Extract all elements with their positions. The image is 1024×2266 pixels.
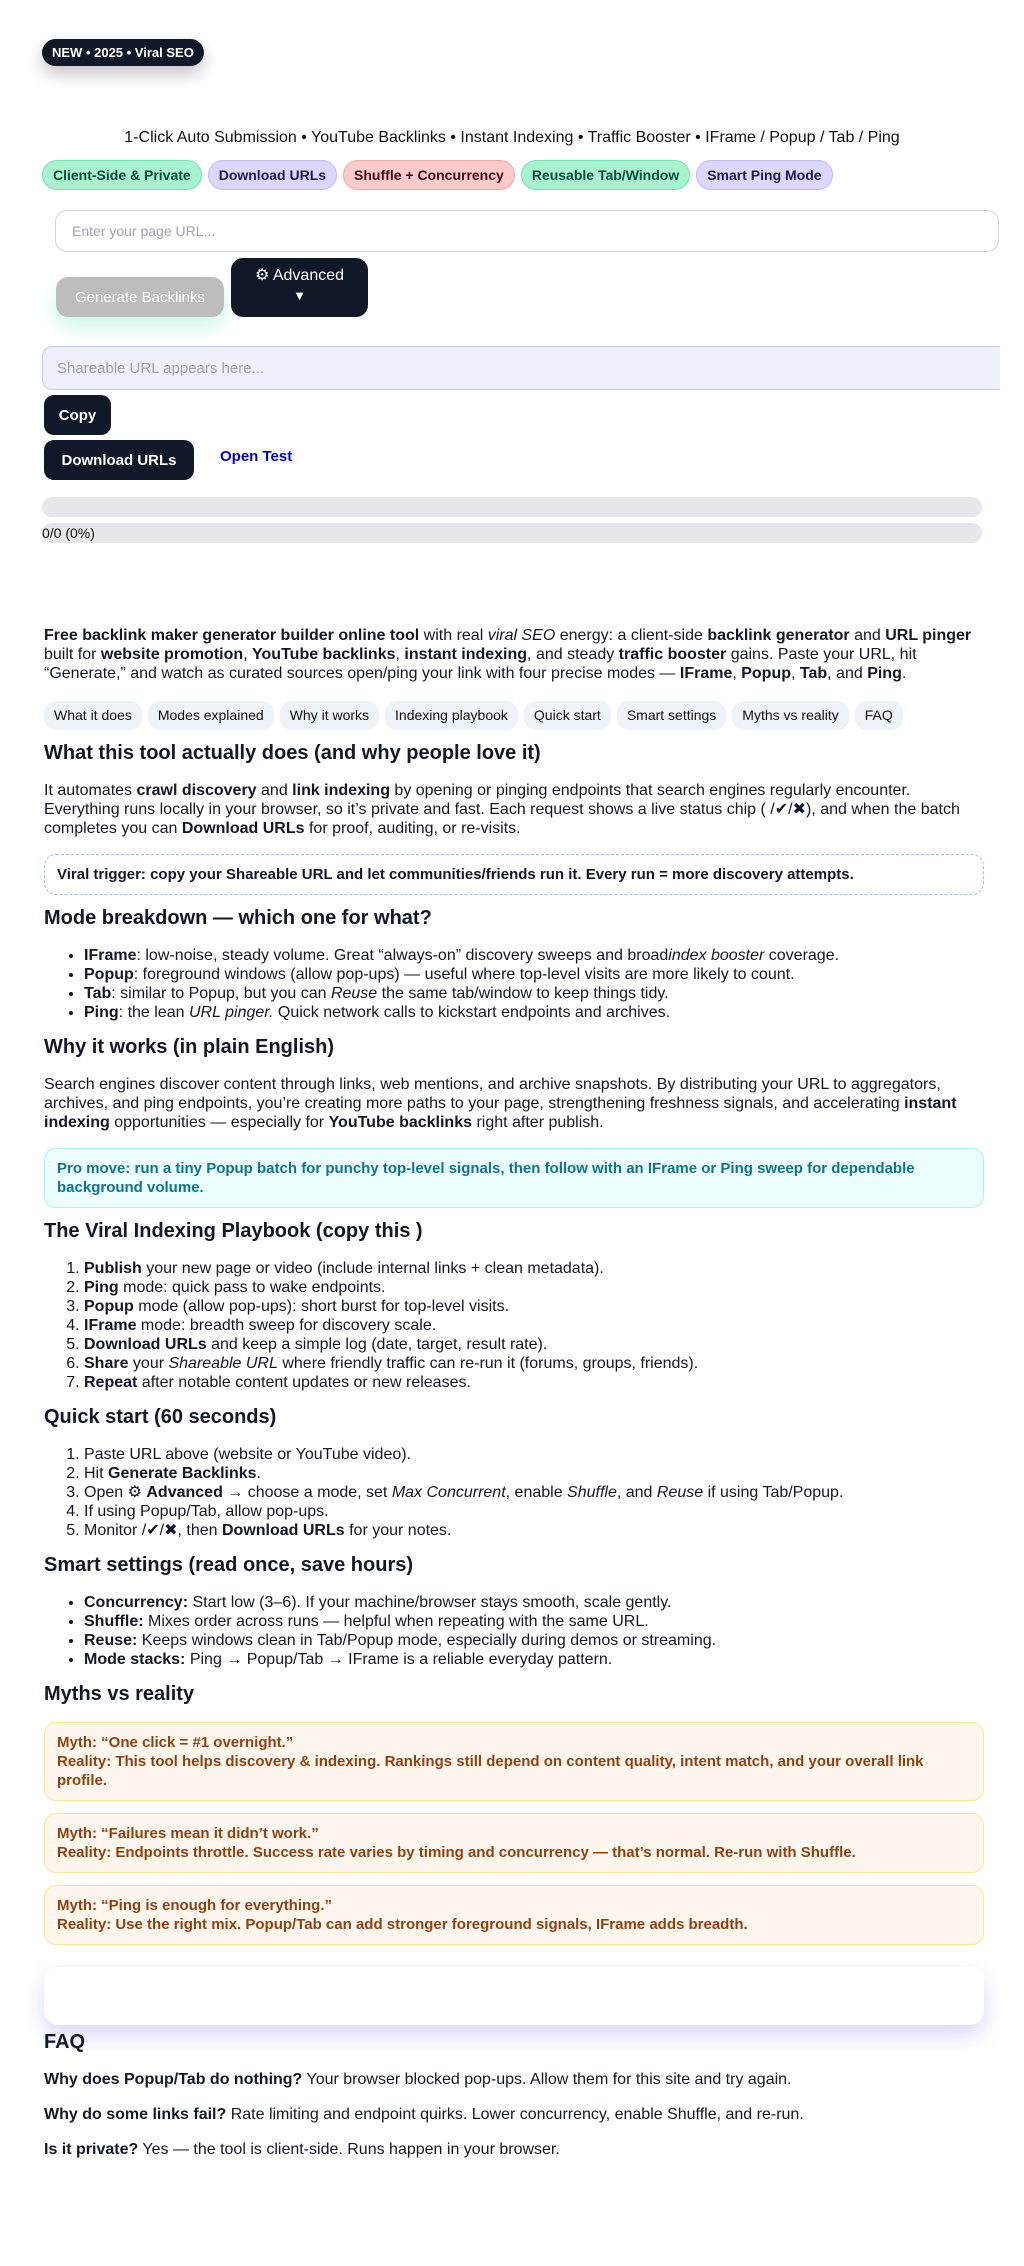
feature-pills: [42, 160, 833, 190]
text: Open ⚙: [84, 1484, 147, 1501]
myth-card: [44, 1722, 984, 1801]
nav-chip-why[interactable]: Why it works: [280, 701, 379, 730]
quick-start-heading: Quick start (60 seconds): [44, 1406, 277, 1428]
tagline: 1-Click Auto Submission • YouTube Backlinks • Instant Indexing • Traffic Booster • IFrame / Popup / Tab / Ping: [124, 129, 900, 146]
generate-backlinks-button[interactable]: Generate Backlinks: [56, 277, 224, 317]
copy-button[interactable]: Copy: [44, 395, 111, 435]
bold: Download URLs: [181, 820, 305, 837]
bold: Advanced: [146, 1484, 223, 1501]
mode-item: [84, 984, 984, 1003]
pro-move-callout: Pro move: run a tiny Popup batch for punchy top-level signals, then follow with an IFrame or Ping sweep for dependable background volume.: [44, 1148, 984, 1208]
modes-list: [44, 946, 984, 1022]
playbook-item: [84, 1259, 984, 1278]
why-heading: Why it works (in plain English): [44, 1036, 335, 1058]
text: and keep a simple log (date, target, result rate).: [206, 1336, 548, 1353]
faq-question: Why do some links fail?: [44, 2106, 227, 2123]
nav-chip-myths[interactable]: Myths vs reality: [732, 701, 848, 730]
mode-item: [84, 965, 984, 984]
intro-bold: YouTube backlinks: [252, 646, 396, 663]
bold: Reuse:: [84, 1632, 138, 1649]
faq-heading: FAQ: [44, 2031, 86, 2053]
nav-chip-faq[interactable]: FAQ: [855, 701, 903, 730]
text: Monitor /✔/✖, then: [84, 1522, 222, 1539]
text: after notable content updates or new releases.: [137, 1374, 471, 1391]
intro-bold: backlink generator: [707, 627, 850, 644]
text: mode: quick pass to wake endpoints.: [118, 1279, 386, 1296]
setting-item: [84, 1593, 984, 1612]
text: It automates: [44, 782, 137, 799]
playbook-item: [84, 1373, 984, 1392]
new-badge: NEW • 2025 • Viral SEO: [42, 39, 204, 66]
faq-answer: Rate limiting and endpoint quirks. Lower concurrency, enable Shuffle, and re-run.: [226, 2106, 804, 2123]
mode-item: [84, 946, 984, 965]
open-test-link[interactable]: Open Test: [220, 448, 293, 465]
settings-heading: Smart settings (read once, save hours): [44, 1554, 414, 1576]
text: Ping → Popup/Tab → IFrame is a reliable everyday pattern.: [185, 1651, 613, 1668]
playbook-item: [84, 1316, 984, 1335]
what-paragraph: [44, 781, 984, 838]
playbook-item: [84, 1335, 984, 1354]
bold: Concurrency:: [84, 1594, 189, 1611]
playbook-heading: The Viral Indexing Playbook (copy this ): [44, 1220, 423, 1242]
intro-text: and: [849, 627, 886, 644]
intro-text: ,: [791, 665, 800, 682]
quick-item: 4. If using Popup/Tab, allow pop-ups.: [84, 1502, 984, 1521]
nav-chip-modes[interactable]: Modes explained: [148, 701, 274, 730]
myth-text: Myth: “One click = #1 overnight.”: [57, 1734, 294, 1751]
nav-chip-playbook[interactable]: Indexing playbook: [385, 701, 518, 730]
text: by opening or pinging endpoints that search engines regularly encounter. Everything runs locally in your browser, so it’s private and fast. Each request shows a live status chip ( /✔/✖), and when the batch completes you can: [44, 782, 960, 837]
quick-item: [84, 1483, 984, 1502]
bold: Download URLs: [221, 1522, 345, 1539]
quick-item: [84, 1521, 984, 1540]
intro-bold: Free backlink maker generator builder online tool: [44, 627, 420, 644]
download-urls-button[interactable]: Download URLs: [44, 440, 194, 480]
what-heading: What this tool actually does (and why people love it): [44, 742, 541, 764]
text: .: [256, 1465, 261, 1482]
bold: Share: [84, 1355, 129, 1372]
playbook-item: [84, 1297, 984, 1316]
intro-text: .: [901, 665, 907, 682]
text: , enable: [505, 1484, 568, 1501]
text: → choose a mode, set: [222, 1484, 392, 1501]
italic: Shuffle: [567, 1484, 617, 1501]
text: : the lean: [118, 1004, 189, 1021]
italic: Reuse: [656, 1484, 704, 1501]
text: : low-noise, steady volume. Great “always-on” discovery sweeps and broad: [136, 947, 669, 964]
reality-text: Reality: Use the right mix. Popup/Tab can add stronger foreground signals, IFrame adds breadth.: [57, 1916, 748, 1933]
progress-bar-secondary: [42, 523, 982, 543]
intro-text: ,: [243, 646, 253, 663]
italic: Reuse: [330, 985, 378, 1002]
why-paragraph: [44, 1075, 984, 1132]
bold: Popup: [84, 1298, 134, 1315]
text: : foreground windows (allow pop-ups) — useful where top-level visits are more likely to count.: [133, 966, 795, 983]
italic: index booster: [668, 947, 765, 964]
pill-client-side: Client-Side & Private: [42, 160, 202, 190]
intro-text: gains. Paste your URL, hit “Generate,” and watch as curated sources open/ping your link with four precise modes —: [44, 646, 917, 682]
faq-item: [44, 2105, 984, 2124]
text: opportunities — especially for: [109, 1114, 329, 1131]
playbook-item: [84, 1354, 984, 1373]
bold: Mode stacks:: [84, 1651, 186, 1668]
intro-italic: viral SEO: [487, 627, 556, 644]
bold: crawl discovery: [136, 782, 257, 799]
advanced-label: ⚙ Advanced: [254, 267, 345, 284]
modes-heading: Mode breakdown — which one for what?: [44, 907, 432, 929]
text: if using Tab/Popup.: [703, 1484, 844, 1501]
intro-bold: instant indexing: [404, 646, 528, 663]
intro-bold: Ping: [867, 665, 902, 682]
bold: Generate Backlinks: [108, 1465, 257, 1482]
text: where friendly traffic can re-run it (forums, groups, friends).: [277, 1355, 699, 1372]
article: [44, 626, 984, 2175]
myth-text: Myth: “Failures mean it didn’t work.”: [57, 1825, 319, 1842]
pill-smart-ping: Smart Ping Mode: [696, 160, 832, 190]
pill-download-urls: Download URLs: [208, 160, 337, 190]
bold: Ping: [84, 1004, 119, 1021]
bold: IFrame: [84, 1317, 137, 1334]
faq-question: Why does Popup/Tab do nothing?: [44, 2071, 303, 2088]
bold: instant indexing: [44, 1095, 957, 1131]
italic: Max Concurrent: [391, 1484, 506, 1501]
section-nav: [44, 701, 984, 730]
bold: Ping: [84, 1279, 119, 1296]
shareable-url-field[interactable]: Shareable URL appears here...: [42, 346, 1000, 390]
myths-heading: Myths vs reality: [44, 1683, 195, 1705]
intro-text: , and steady: [527, 646, 619, 663]
myth-card: [44, 1813, 984, 1873]
text: for proof, auditing, or re-visits.: [304, 820, 521, 837]
faq-section: [44, 2033, 984, 2159]
settings-list: [44, 1593, 984, 1669]
progress-bar: [42, 497, 982, 517]
italic: Shareable URL: [168, 1355, 278, 1372]
text: for your notes.: [344, 1522, 452, 1539]
setting-item: [84, 1650, 984, 1669]
bold: Publish: [84, 1260, 142, 1277]
faq-answer: Your browser blocked pop-ups. Allow them for this site and try again.: [302, 2071, 792, 2088]
text: Keeps windows clean in Tab/Popup mode, especially during demos or streaming.: [137, 1632, 717, 1649]
bold: link indexing: [292, 782, 390, 799]
intro-text: energy: a client-side: [555, 627, 708, 644]
text: Start low (3–6). If your machine/browser stays smooth, scale gently.: [188, 1594, 672, 1611]
viral-trigger-callout: Viral trigger: copy your Shareable URL and let communities/friends run it. Every run = more discovery attempts.: [44, 854, 984, 895]
text: mode: breadth sweep for discovery scale.: [136, 1317, 437, 1334]
intro-text: built for: [44, 646, 101, 663]
text: Quick network calls to kickstart endpoints and archives.: [273, 1004, 671, 1021]
quick-item: 1. Paste URL above (website or YouTube video).: [84, 1445, 984, 1464]
text: coverage.: [764, 947, 840, 964]
playbook-item: [84, 1278, 984, 1297]
intro-paragraph: [44, 626, 984, 683]
intro-text: , and: [827, 665, 868, 682]
text: your new page or video (include internal links + clean metadata).: [141, 1260, 604, 1277]
setting-item: [84, 1631, 984, 1650]
mode-item: [84, 1003, 984, 1022]
intro-bold: Popup: [741, 665, 791, 682]
quick-item: [84, 1464, 984, 1483]
text: the same tab/window to keep things tidy.: [377, 985, 669, 1002]
bold: Repeat: [84, 1374, 138, 1391]
text: : similar to Popup, but you can: [111, 985, 331, 1002]
intro-text: ,: [395, 646, 405, 663]
text: Mixes order across runs — helpful when repeating with the same URL.: [143, 1613, 649, 1630]
intro-bold: URL pinger: [885, 627, 972, 644]
text: Search engines discover content through links, web mentions, and archive snapshots. By distributing your URL to aggregators, archives, and ping endpoints, you’re creating more paths to your page, strengthening freshness signals, and accelerating: [44, 1076, 941, 1112]
text: Hit: [84, 1465, 108, 1482]
text: right after publish.: [472, 1114, 604, 1131]
text: , and: [616, 1484, 657, 1501]
url-input[interactable]: Enter your page URL...: [55, 210, 999, 252]
chevron-down-icon: ▼: [293, 288, 306, 303]
bold: Popup: [84, 966, 134, 983]
faq-question: Is it private?: [44, 2141, 139, 2158]
intro-bold: IFrame: [679, 665, 733, 682]
italic: URL pinger.: [188, 1004, 274, 1021]
pill-shuffle: Shuffle + Concurrency: [343, 160, 515, 190]
bold: Shuffle:: [84, 1613, 144, 1630]
intro-text: with real: [419, 627, 488, 644]
progress-text: 0/0 (0%): [42, 525, 95, 541]
intro-bold: Tab: [799, 665, 828, 682]
advanced-button[interactable]: [231, 258, 368, 317]
nav-chip-what-it-does[interactable]: What it does: [44, 701, 142, 730]
bold: Download URLs: [84, 1336, 207, 1353]
text: and: [256, 782, 293, 799]
quick-start-list: [44, 1445, 984, 1540]
pill-reusable-tab: Reusable Tab/Window: [521, 160, 690, 190]
intro-bold: traffic booster: [618, 646, 727, 663]
bold: IFrame: [84, 947, 137, 964]
nav-chip-quick-start[interactable]: Quick start: [524, 701, 611, 730]
myth-text: Myth: “Ping is enough for everything.”: [57, 1897, 333, 1914]
intro-text: ,: [732, 665, 742, 682]
playbook-list: [44, 1259, 984, 1392]
faq-answer: Yes — the tool is client-side. Runs happen in your browser.: [138, 2141, 560, 2158]
text: your: [128, 1355, 169, 1372]
bold: Tab: [84, 985, 112, 1002]
intro-bold: website promotion: [100, 646, 244, 663]
text: mode (allow pop-ups): short burst for top-level visits.: [133, 1298, 510, 1315]
nav-chip-settings[interactable]: Smart settings: [617, 701, 726, 730]
faq-item: [44, 2140, 984, 2159]
reality-text: Reality: Endpoints throttle. Success rate varies by timing and concurrency — that’s normal. Re-run with Shuffle.: [57, 1844, 856, 1861]
myth-card: [44, 1885, 984, 1945]
bold: YouTube backlinks: [328, 1114, 472, 1131]
faq-item: [44, 2070, 984, 2089]
setting-item: [84, 1612, 984, 1631]
empty-card: [44, 1967, 984, 2025]
reality-text: Reality: This tool helps discovery & indexing. Rankings still depend on content quality, intent match, and your overall link profile.: [57, 1753, 924, 1789]
